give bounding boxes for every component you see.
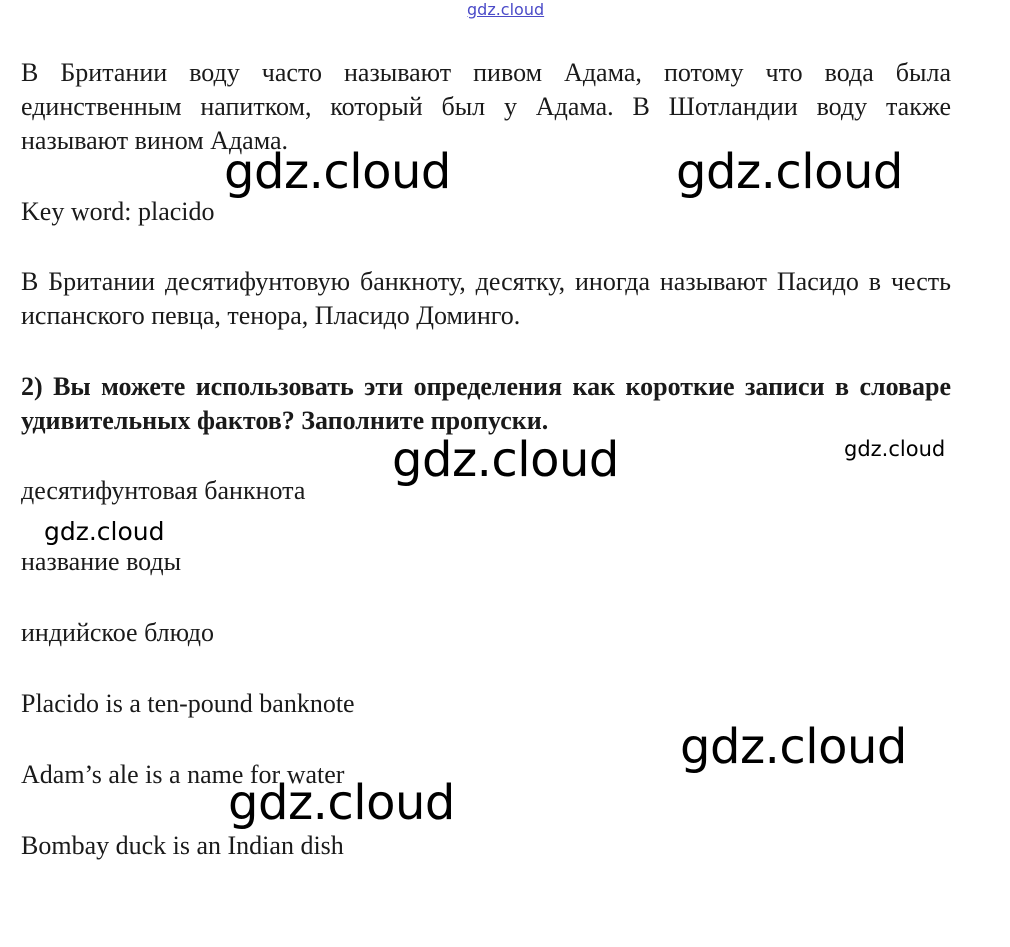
list-item-water: название воды	[21, 547, 182, 576]
watermark-big-4: gdz.cloud	[680, 719, 907, 775]
task-heading: 2) Вы можете использовать эти определения как короткие записи в словаре удивительных фактов? Заполните пропуски.	[21, 372, 951, 435]
list-item-placido-answer: Placido is a ten-pound banknote	[21, 689, 355, 718]
list-item-bombay-duck-answer: Bombay duck is an Indian dish	[21, 831, 344, 860]
watermark-big-1: gdz.cloud	[224, 144, 451, 200]
paragraph-adams-ale: В Британии воду часто называют пивом Адама, потому что вода была единственным напитком, который был у Адама. В Шотландии воду также называют вином Адама.	[21, 58, 951, 155]
watermark-big-5: gdz.cloud	[228, 775, 455, 831]
watermark-small-2: gdz.cloud	[44, 517, 165, 546]
watermark-big-2: gdz.cloud	[676, 144, 903, 200]
watermark-top[interactable]: gdz.cloud	[467, 0, 545, 19]
key-word-line: Key word: placido	[21, 197, 215, 226]
watermark-small-1: gdz.cloud	[844, 437, 946, 461]
watermark-big-3: gdz.cloud	[392, 432, 619, 488]
paragraph-placido: В Британии десятифунтовую банкноту, десятку, иногда называют Пасидо в честь испанского певца, тенора, Пласидо Доминго.	[21, 267, 951, 330]
list-item-indian-dish: индийское блюдо	[21, 618, 214, 647]
list-item-adams-ale-answer: Adam’s ale is a name for water	[21, 760, 345, 789]
list-item-banknote: десятифунтовая банкнота	[21, 476, 306, 505]
